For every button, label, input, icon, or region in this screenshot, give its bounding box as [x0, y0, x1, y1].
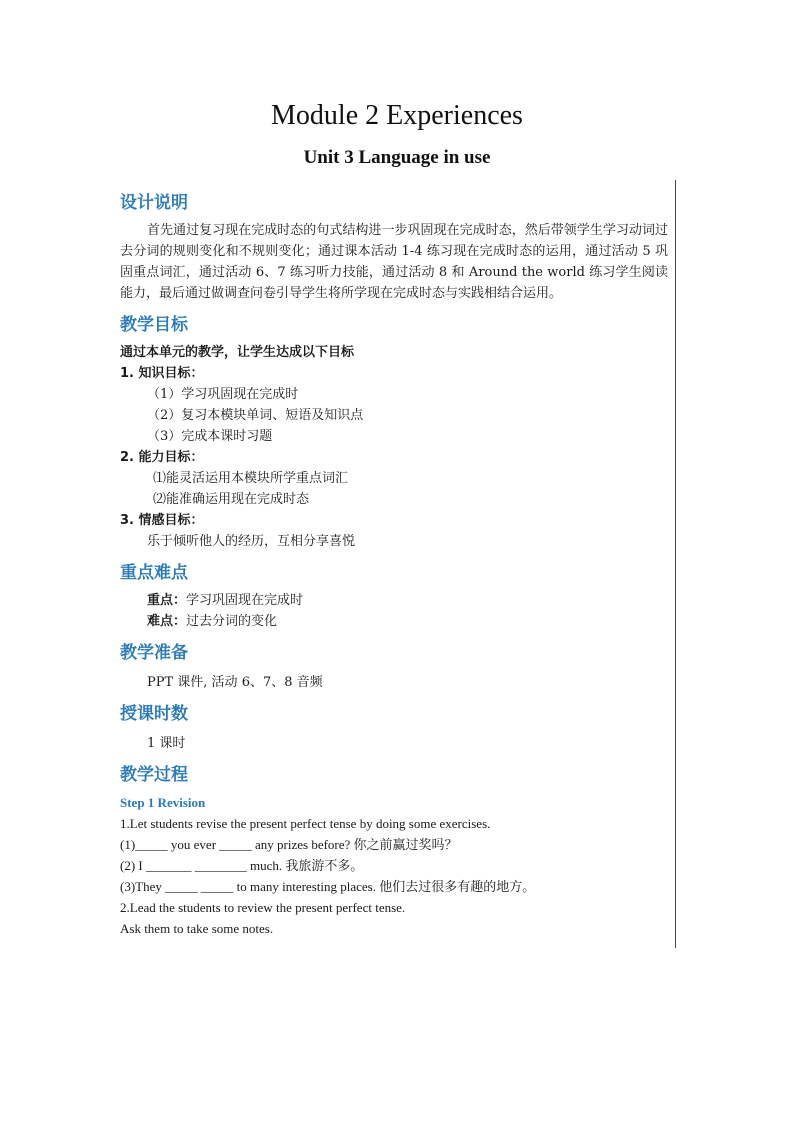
preparation-text: PPT 课件, 活动 6、7、8 音频 — [147, 675, 323, 690]
preparation-heading: 教学准备 — [120, 643, 188, 663]
ability-item: ⑵能准确运用现在完成时态 — [153, 492, 310, 507]
page-subtitle: Unit 3 Language in use — [303, 147, 491, 168]
hours-heading: 授课时数 — [120, 704, 188, 724]
emotion-title: 3. 情感目标： — [120, 513, 204, 528]
key-label: 重点： — [147, 593, 187, 608]
difficulty-label: 难点： — [147, 614, 187, 629]
process-line: (3)They _____ _____ to many interesting places. 他们去过很多有趣的地方。 — [120, 879, 536, 894]
page-title: Module 2 Experiences — [271, 100, 523, 131]
knowledge-item: （3）完成本课时习题 — [147, 429, 273, 444]
key-points-heading: 重点难点 — [120, 563, 188, 583]
goals-intro: 通过本单元的教学，让学生达成以下目标 — [120, 345, 355, 360]
knowledge-title: 1. 知识目标： — [120, 366, 204, 381]
process-line: 1.Let students revise the present perfect tense by doing some exercises. — [120, 816, 491, 831]
hours-text: 1 课时 — [147, 736, 186, 751]
main-content — [120, 186, 668, 939]
process-line: (2) I _______ ________ much. 我旅游不多。 — [120, 858, 364, 873]
difficulty-line — [120, 611, 668, 632]
key-point-line — [120, 590, 668, 611]
goals-heading: 教学目标 — [120, 315, 188, 335]
vertical-rule — [675, 180, 676, 948]
emotion-item: 乐于倾听他人的经历，互相分享喜悦 — [147, 534, 356, 549]
key-text: 学习巩固现在完成时 — [186, 593, 304, 608]
process-line: 2.Lead the students to review the present perfect tense. — [120, 900, 406, 915]
knowledge-item: （2）复习本模块单词、短语及知识点 — [147, 408, 364, 423]
ability-item: ⑴能灵活运用本模块所学重点词汇 — [153, 471, 349, 486]
process-heading: 教学过程 — [120, 765, 188, 785]
process-line: Ask them to take some notes. — [120, 921, 274, 936]
difficulty-text: 过去分词的变化 — [186, 614, 278, 629]
knowledge-item: （1）学习巩固现在完成时 — [147, 387, 299, 402]
design-paragraph: 首先通过复习现在完成时态的句式结构进一步巩固现在完成时态，然后带领学生学习动词过去分词的规则变化和不规则变化；通过课本活动 1-4 练习现在完成时态的运用，通过活动 5 巩固重点词汇，通过活动 6、7 练习听力技能，通过活动 8 和 Around the world 练习学生阅读能力，最后通过做调查问卷引导学生将所学现在完成时态与实践相结合运用。 — [120, 223, 668, 301]
design-heading: 设计说明 — [120, 193, 188, 213]
step-1-title: Step 1 Revision — [120, 795, 206, 810]
process-line: (1)_____ you ever _____ any prizes before? 你之前赢过奖吗？ — [120, 837, 458, 852]
ability-title: 2. 能力目标： — [120, 450, 204, 465]
